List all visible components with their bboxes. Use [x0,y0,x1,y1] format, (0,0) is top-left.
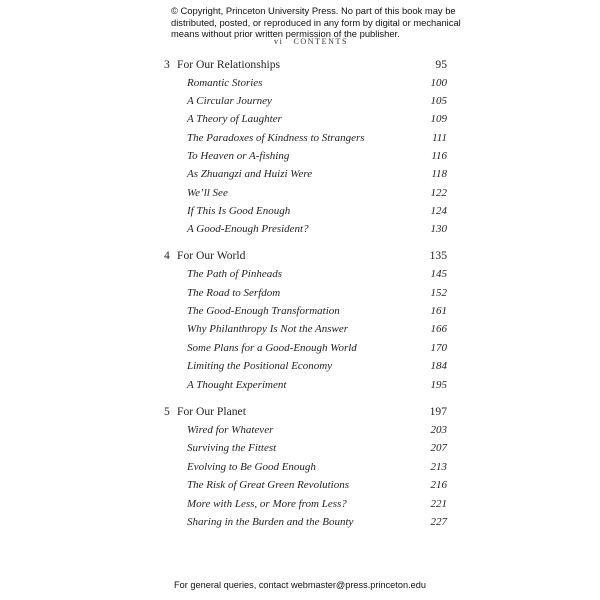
running-head-label: CONTENTS [293,37,349,46]
entry-page: 195 [430,379,447,391]
entry-title: The Good-Enough Transformation [187,305,340,317]
entry-title: Limiting the Positional Economy [187,360,333,372]
toc-entry [0,323,600,341]
toc-entry [0,342,600,360]
toc-entry [0,132,600,150]
toc-entry [0,113,600,131]
entry-title: A Good-Enough President? [187,223,309,235]
chapter-number: 3 [164,58,170,71]
entry-page: 116 [431,150,447,162]
toc-chapter-5 [0,405,600,423]
entry-page: 109 [430,113,447,125]
chapter-page: 135 [429,249,447,262]
entry-title: We’ll See [187,187,228,199]
entry-page: 170 [430,342,447,354]
entry-page: 100 [430,77,447,89]
entry-page: 184 [430,360,447,372]
chapter-number: 4 [164,249,170,262]
entry-title: Some Plans for a Good-Enough World [187,342,357,354]
toc-entry [0,360,600,378]
entry-title: Wired for Whatever [187,424,274,436]
chapter-page: 197 [429,405,447,418]
entry-page: 221 [430,498,447,510]
entry-page: 227 [430,516,447,528]
entry-page: 122 [430,187,447,199]
entry-page: 203 [430,424,447,436]
footer-contact: For general queries, contact webmaster@press.princeton.edu [174,580,426,590]
entry-title: More with Less, or More from Less? [187,498,347,510]
entry-title: A Theory of Laughter [187,113,282,125]
toc-chapter-4 [0,249,600,267]
entry-page: 207 [430,442,447,454]
entry-page: 124 [430,205,447,217]
entry-page: 105 [430,95,447,107]
toc-entry [0,287,600,305]
entry-title: If This Is Good Enough [187,205,291,217]
toc-entry [0,77,600,95]
entry-title: Evolving to Be Good Enough [187,461,316,473]
chapter-title: For Our Relationships [177,58,281,71]
entry-title: The Road to Serfdom [187,287,281,299]
toc-entry [0,95,600,113]
entry-title: The Risk of Great Green Revolutions [187,479,350,491]
toc-entry [0,168,600,186]
toc-entry [0,442,600,460]
toc-entry [0,223,600,241]
entry-title: A Circular Journey [187,95,272,107]
entry-page: 166 [430,323,447,335]
entry-page: 216 [430,479,447,491]
chapter-title: For Our World [177,249,246,262]
toc-entry [0,498,600,516]
copyright-notice: © Copyright, Princeton University Press. No part of this book may be distributed, posted, or reproduced in any form by digital or mechanical means without prior written permission of the publisher. [171,5,461,40]
entry-title: Why Philanthropy Is Not the Answer [187,323,349,335]
toc-entry [0,268,600,286]
running-head [274,37,348,46]
entry-page: 152 [430,287,447,299]
entry-page: 111 [432,132,447,144]
entry-page: 161 [430,305,447,317]
toc-entry [0,379,600,397]
entry-page: 145 [430,268,447,280]
toc-entry [0,187,600,205]
entry-title: Romantic Stories [187,77,263,89]
toc-entry [0,461,600,479]
toc-entry [0,424,600,442]
entry-title: Sharing in the Burden and the Bounty [187,516,354,528]
chapter-number: 5 [164,405,170,418]
entry-title: The Paradoxes of Kindness to Strangers [187,132,365,144]
entry-page: 213 [430,461,447,473]
entry-title: As Zhuangzi and Huizi Were [187,168,313,180]
toc-chapter-3 [0,58,600,76]
toc-entry [0,205,600,223]
toc-entry [0,305,600,323]
chapter-page: 95 [435,58,447,71]
toc-entry [0,516,600,534]
chapter-title: For Our Planet [177,405,246,418]
entry-page: 118 [431,168,447,180]
entry-title: The Path of Pinheads [187,268,283,280]
entry-title: To Heaven or A-fishing [187,150,290,162]
entry-page: 130 [430,223,447,235]
page-folio: vi [274,37,284,46]
toc-entry [0,150,600,168]
entry-title: A Thought Experiment [187,379,287,391]
entry-title: Surviving the Fittest [187,442,277,454]
toc-entry [0,479,600,497]
